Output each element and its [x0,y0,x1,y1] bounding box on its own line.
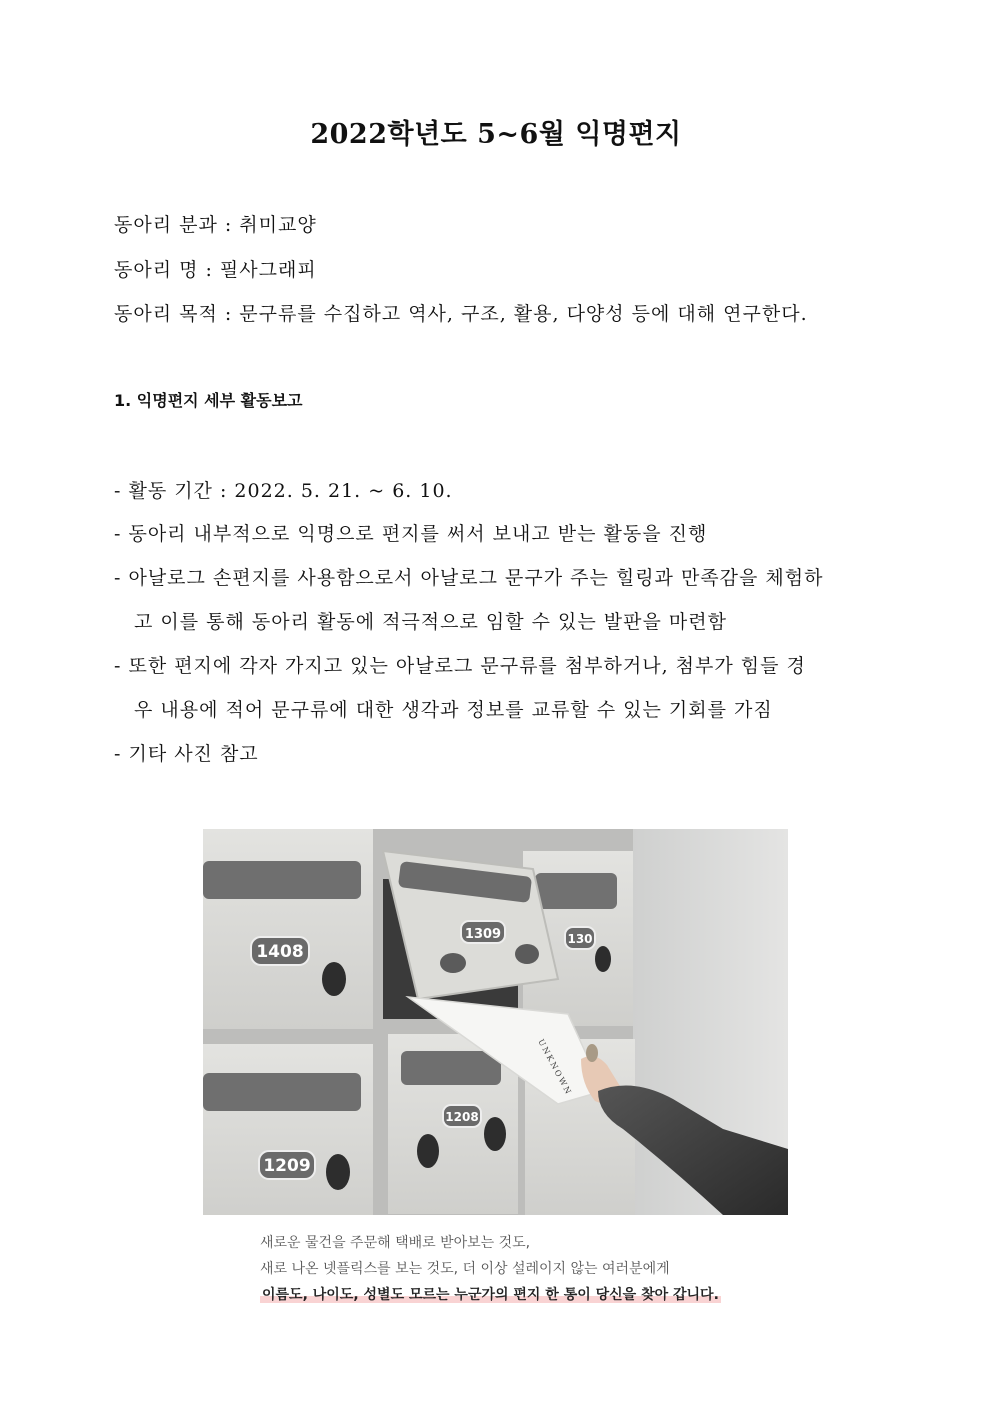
envelope-label: UNKNOWN [536,1037,574,1098]
club-name: 동아리 명 : 필사그래피 [114,259,317,281]
caption-line-3 [260,1284,721,1304]
section-heading: 1. 익명편지 세부 활동보고 [114,391,303,410]
bullet-healing-line2: 고 이를 통해 동아리 활동에 적극적으로 임할 수 있는 발판을 마련함 [134,611,727,633]
bullet-activity: - 동아리 내부적으로 익명으로 편지를 써서 보내고 받는 활동을 진행 [114,523,708,545]
club-division: 동아리 분과 : 취미교양 [114,214,317,236]
bullet-exchange-line2: 우 내용에 적어 문구류에 대한 생각과 정보를 교류할 수 있는 기회를 가짐 [134,699,773,721]
mailbox-photo [203,829,788,1215]
box-number-130x: 130 [567,932,593,946]
caption-highlight: 이름도, 나이도, 성별도 모르는 누군가의 편지 한 통이 당신을 찾아 갑니다. [262,1287,719,1303]
box-number-1408: 1408 [256,942,304,962]
box-number-1209: 1209 [263,1156,311,1176]
box-number-1208: 1208 [445,1110,479,1124]
bullet-healing-line1: - 아날로그 손편지를 사용함으로서 아날로그 문구가 주는 힐링과 만족감을 체험하 [114,567,824,589]
bullet-period: - 활동 기간 : 2022. 5. 21. ~ 6. 10. [114,480,453,502]
caption-line-2: 새로 나온 넷플릭스를 보는 것도, 더 이상 설레이지 않는 여러분에게 [260,1261,670,1277]
box-number-1309: 1309 [464,927,502,942]
caption-line-1: 새로운 물건을 주문해 택배로 받아보는 것도, [260,1235,531,1251]
bullet-exchange-line1: - 또한 편지에 각자 가지고 있는 아날로그 문구류를 첨부하거나, 첨부가 힘들 경 [114,655,806,677]
document-title: 2022학년도 5~6월 익명편지 [310,119,682,150]
bullet-photo-note: - 기타 사진 참고 [114,743,259,765]
club-purpose: 동아리 목적 : 문구류를 수집하고 역사, 구조, 활용, 다양성 등에 대해 연구한다. [114,303,808,325]
